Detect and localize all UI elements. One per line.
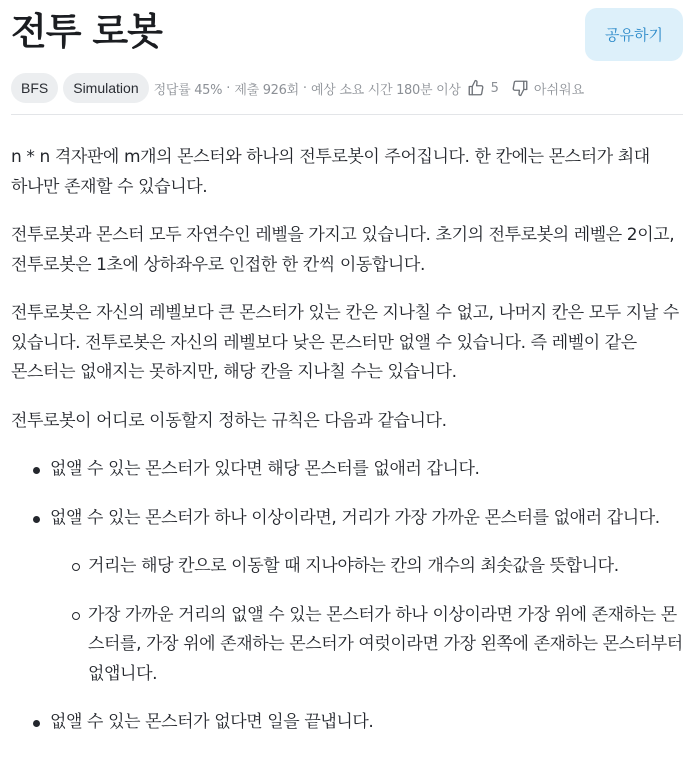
dislike-button[interactable] xyxy=(511,79,584,98)
description-paragraph: 전투로봇은 자신의 레벨보다 큰 몬스터가 있는 칸은 지나칠 수 없고, 나머지 칸은 모두 지날 수 있습니다. 전투로봇은 자신의 레벨보다 낮은 몬스터만 없앨 수 있습니다. 즉 레벨이 같은 몬스터는 없애지는 못하지만, 해당 칸을 지나칠 수는 있습니다. xyxy=(11,303,679,382)
description-paragraph: 전투로봇이 어디로 이동할지 정하는 규칙은 다음과 같습니다. xyxy=(11,410,447,431)
expected-time: 예상 소요 시간 180분 이상 xyxy=(311,82,461,98)
submission-count: 제출 926회 xyxy=(234,82,299,98)
rule-text: 없앨 수 있는 몬스터가 하나 이상이라면, 거리가 가장 가까운 몬스터를 없애러 갑니다. xyxy=(50,507,660,528)
tag-simulation[interactable]: Simulation xyxy=(63,73,148,103)
list-item xyxy=(50,601,684,690)
header-divider xyxy=(11,114,683,115)
rules-list xyxy=(11,455,684,738)
share-button[interactable]: 공유하기 xyxy=(585,8,683,61)
thumbs-up-icon xyxy=(467,79,485,97)
rule-text: 없앨 수 있는 몬스터가 없다면 일을 끝냅니다. xyxy=(50,712,374,732)
sub-rules-list xyxy=(50,552,684,689)
description-paragraph: 전투로봇과 몬스터 모두 자연수인 레벨을 가지고 있습니다. 초기의 전투로봇의 레벨은 2이고, 전투로봇은 1초에 상하좌우로 인접한 한 칸씩 이동합니다. xyxy=(11,225,675,275)
tag-bfs[interactable]: BFS xyxy=(11,73,58,103)
problem-description xyxy=(11,143,684,757)
list-item xyxy=(11,504,684,690)
dislike-label: 아쉬워요 xyxy=(533,82,585,98)
separator-dot: · xyxy=(302,80,308,96)
sub-rule-text: 거리는 해당 칸으로 이동할 때 지나야하는 칸의 개수의 최솟값을 뜻합니다. xyxy=(88,556,619,576)
thumbs-down-icon xyxy=(511,79,529,97)
problem-meta-row xyxy=(11,73,584,103)
accuracy-rate: 정답률 45% xyxy=(153,82,223,98)
page-title: 전투 로봇 xyxy=(11,10,162,53)
description-paragraph: n * n 격자판에 m개의 몬스터와 하나의 전투로봇이 주어집니다. 한 칸에는 몬스터가 최대 하나만 존재할 수 있습니다. xyxy=(11,147,650,197)
rule-text: 없앨 수 있는 몬스터가 있다면 해당 몬스터를 없애러 갑니다. xyxy=(50,459,480,479)
like-count: 5 xyxy=(490,80,499,96)
like-button[interactable] xyxy=(467,79,499,97)
list-item xyxy=(11,708,684,738)
sub-rule-text: 가장 가까운 거리의 없앨 수 있는 몬스터가 하나 이상이라면 가장 위에 존재하는 몬스터를, 가장 위에 존재하는 몬스터가 여럿이라면 가장 왼쪽에 존재하는 몬스터부터 없앱니다. xyxy=(88,604,683,684)
list-item xyxy=(11,455,684,485)
list-item xyxy=(50,552,684,582)
separator-dot: · xyxy=(226,80,231,96)
